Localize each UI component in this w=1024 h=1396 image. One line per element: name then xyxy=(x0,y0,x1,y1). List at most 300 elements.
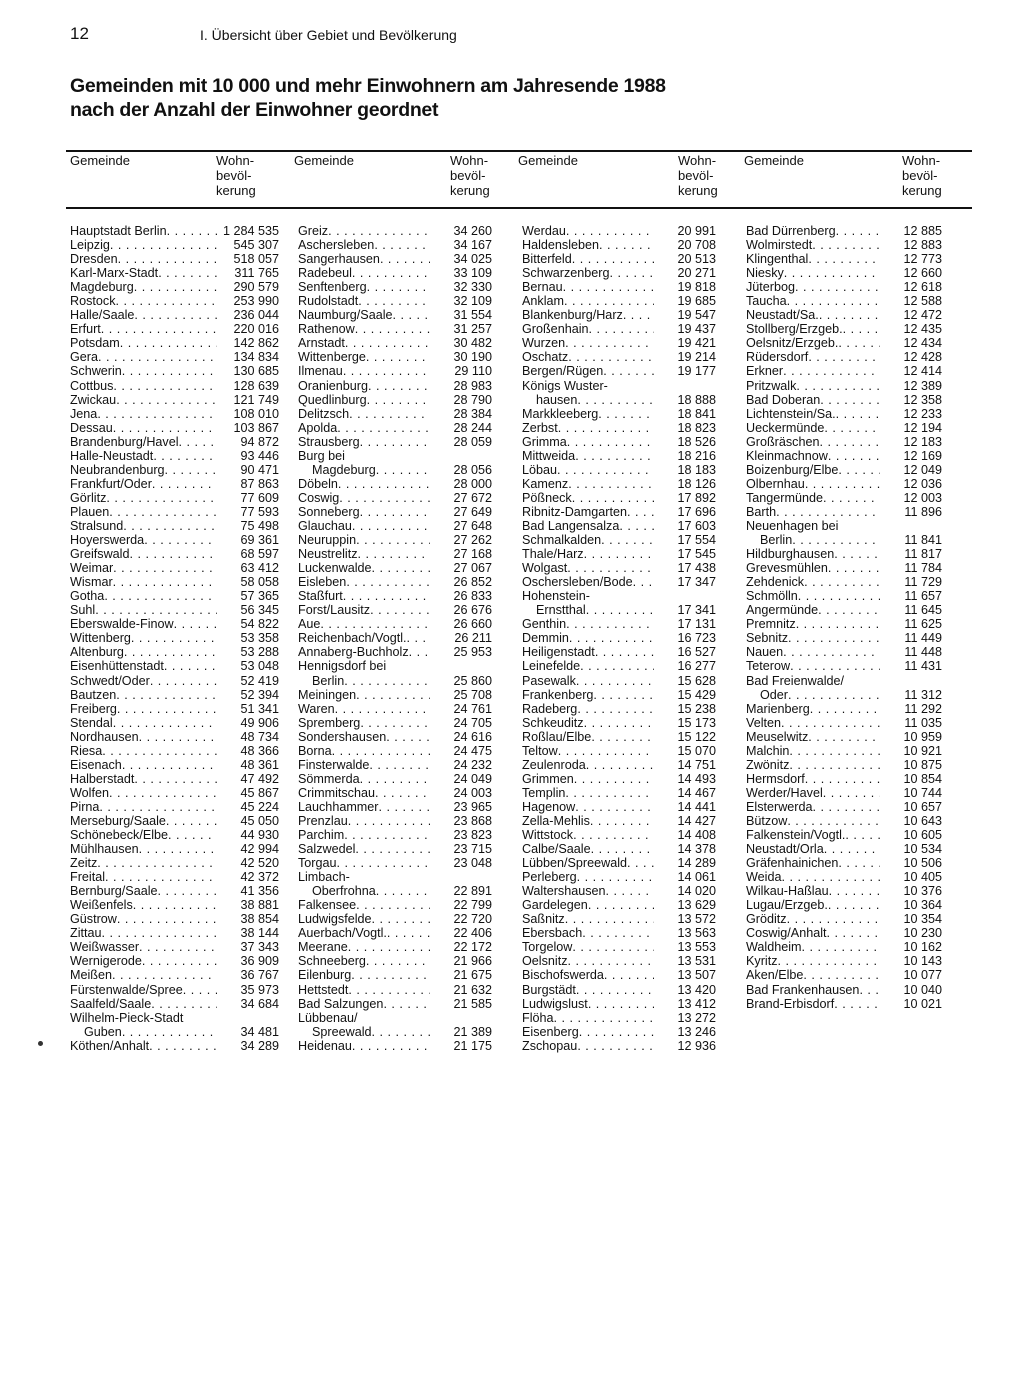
table-row xyxy=(746,294,942,308)
population-value: 23 048 xyxy=(430,856,492,870)
municipality-name: Teterow . . . xyxy=(746,659,880,673)
municipality-name: hausen . . . xyxy=(522,393,654,407)
municipality-name: Wismar . . . xyxy=(70,575,217,589)
population-value: 19 421 xyxy=(654,336,716,350)
population-value: 1 284 535 xyxy=(217,224,279,238)
municipality-name: Sangerhausen . . . xyxy=(298,252,430,266)
municipality-name: Heidenau . . . xyxy=(298,1039,430,1053)
table-row xyxy=(746,463,942,477)
population-value: 13 531 xyxy=(654,954,716,968)
table-row xyxy=(522,294,716,308)
population-value: 10 162 xyxy=(880,940,942,954)
table-row xyxy=(746,758,942,772)
population-value: 28 384 xyxy=(430,407,492,421)
table-row xyxy=(298,463,492,477)
population-value: 13 563 xyxy=(654,926,716,940)
population-value: 34 289 xyxy=(217,1039,279,1053)
population-value: 16 527 xyxy=(654,645,716,659)
table-row xyxy=(522,842,716,856)
municipality-name: Frankenberg . . . xyxy=(522,688,654,702)
population-value: 13 246 xyxy=(654,1025,716,1039)
table-row xyxy=(70,589,279,603)
municipality-name: Rudolstadt . . . xyxy=(298,294,430,308)
population-value: 290 579 xyxy=(217,280,279,294)
population-value: 10 405 xyxy=(880,870,942,884)
municipality-name: Brand-Erbisdorf . . . xyxy=(746,997,880,1011)
table-row xyxy=(298,926,492,940)
population-value: 11 312 xyxy=(880,688,942,702)
table-row xyxy=(298,575,492,589)
table-row xyxy=(522,1011,716,1025)
population-value: 18 841 xyxy=(654,407,716,421)
population-value: 36 909 xyxy=(217,954,279,968)
municipality-name: Boizenburg/Elbe . . . xyxy=(746,463,880,477)
municipality-name: Grevesmühlen . . . xyxy=(746,561,880,575)
municipality-name: Stralsund . . . xyxy=(70,519,217,533)
table-row xyxy=(298,744,492,758)
municipality-name: Eberswalde-Finow . . . xyxy=(70,617,217,631)
municipality-name: Kleinmachnow . . . xyxy=(746,449,880,463)
municipality-name: Freiberg . . . xyxy=(70,702,217,716)
municipality-name: Rathenow . . . xyxy=(298,322,430,336)
stray-ink-mark xyxy=(38,1041,43,1046)
table-row xyxy=(522,730,716,744)
table-row xyxy=(70,716,279,730)
population-value: 23 715 xyxy=(430,842,492,856)
table-row xyxy=(70,1025,279,1039)
population-value: 311 765 xyxy=(217,266,279,280)
table-row xyxy=(70,744,279,758)
table-row xyxy=(70,954,279,968)
table-row xyxy=(298,238,492,252)
population-value: 12 194 xyxy=(880,421,942,435)
table-row xyxy=(746,856,942,870)
table-row xyxy=(298,350,492,364)
table-row xyxy=(746,393,942,407)
municipality-name: Thale/Harz . . . xyxy=(522,547,654,561)
municipality-name: Reichenbach/Vogtl. . . . xyxy=(298,631,430,645)
table-row xyxy=(298,280,492,294)
population-value: 90 471 xyxy=(217,463,279,477)
table-row xyxy=(522,435,716,449)
population-value: 17 892 xyxy=(654,491,716,505)
municipality-name: Döbeln . . . xyxy=(298,477,430,491)
table-row xyxy=(298,772,492,786)
municipality-name: Bernburg/Saale . . . xyxy=(70,884,217,898)
table-row xyxy=(746,772,942,786)
population-value: 11 657 xyxy=(880,589,942,603)
table-row xyxy=(746,561,942,575)
table-top-rule xyxy=(66,150,972,152)
municipality-name: Werder/Havel . . . xyxy=(746,786,880,800)
population-value: 21 585 xyxy=(430,997,492,1011)
population-value: 13 629 xyxy=(654,898,716,912)
municipality-name: Ueckermünde . . . xyxy=(746,421,880,435)
population-value: 24 049 xyxy=(430,772,492,786)
population-value: 10 021 xyxy=(880,997,942,1011)
table-row xyxy=(70,997,279,1011)
population-value: 42 994 xyxy=(217,842,279,856)
population-value: 19 437 xyxy=(654,322,716,336)
population-value: 32 330 xyxy=(430,280,492,294)
municipality-name: Neubrandenburg . . . xyxy=(70,463,217,477)
table-row xyxy=(70,617,279,631)
municipality-name: Schwedt/Oder . . . xyxy=(70,674,217,688)
table-row xyxy=(522,364,716,378)
table-row xyxy=(522,393,716,407)
population-value: 142 862 xyxy=(217,336,279,350)
municipality-name: Görlitz . . . xyxy=(70,491,217,505)
table-row xyxy=(522,772,716,786)
municipality-name: Weißwasser . . . xyxy=(70,940,217,954)
table-row xyxy=(522,505,716,519)
municipality-name: Delitzsch . . . xyxy=(298,407,430,421)
table-row xyxy=(746,238,942,252)
population-value: 25 708 xyxy=(430,688,492,702)
population-value: 45 867 xyxy=(217,786,279,800)
municipality-name: Coswig . . . xyxy=(298,491,430,505)
municipality-name: Saalfeld/Saale . . . xyxy=(70,997,217,1011)
table-row xyxy=(70,252,279,266)
municipality-name: Meiningen . . . xyxy=(298,688,430,702)
population-value: 14 289 xyxy=(654,856,716,870)
table-row xyxy=(298,224,492,238)
municipality-name: Bernau . . . xyxy=(522,280,654,294)
municipality-name: Potsdam . . . xyxy=(70,336,217,350)
table-row xyxy=(70,350,279,364)
table-row xyxy=(522,308,716,322)
municipality-name: Schwerin . . . xyxy=(70,364,217,378)
municipality-name: Nauen . . . xyxy=(746,645,880,659)
municipality-name: Großenhain . . . xyxy=(522,322,654,336)
municipality-name: Schönebeck/Elbe . . . xyxy=(70,828,217,842)
population-value: 45 050 xyxy=(217,814,279,828)
table-row xyxy=(70,294,279,308)
table-row xyxy=(746,364,942,378)
municipality-name: Greiz . . . xyxy=(298,224,430,238)
table-row xyxy=(522,968,716,982)
population-value: 14 467 xyxy=(654,786,716,800)
population-value: 17 545 xyxy=(654,547,716,561)
municipality-name: Eisleben . . . xyxy=(298,575,430,589)
municipality-name: Zittau . . . xyxy=(70,926,217,940)
municipality-name: Brandenburg/Havel . . . xyxy=(70,435,217,449)
population-value: 19 547 xyxy=(654,308,716,322)
table-row xyxy=(298,954,492,968)
table-row xyxy=(522,856,716,870)
table-row xyxy=(522,449,716,463)
municipality-name: Olbernhau . . . xyxy=(746,477,880,491)
municipality-name: Erkner . . . xyxy=(746,364,880,378)
table-row xyxy=(70,379,279,393)
population-value: 12 428 xyxy=(880,350,942,364)
municipality-name: Leinefelde . . . xyxy=(522,659,654,673)
population-value: 42 372 xyxy=(217,870,279,884)
population-value: 27 649 xyxy=(430,505,492,519)
table-row xyxy=(298,1025,492,1039)
table-row xyxy=(746,477,942,491)
table-row xyxy=(70,800,279,814)
header-pop-line-2: bevöl- xyxy=(450,168,486,183)
population-value: 10 959 xyxy=(880,730,942,744)
population-value: 22 891 xyxy=(430,884,492,898)
population-value: 34 481 xyxy=(217,1025,279,1039)
table-row xyxy=(746,449,942,463)
population-value: 38 144 xyxy=(217,926,279,940)
municipality-name: Ribnitz-Damgarten . . . xyxy=(522,505,654,519)
municipality-name: Bad Doberan . . . xyxy=(746,393,880,407)
table-row xyxy=(298,730,492,744)
population-value: 18 183 xyxy=(654,463,716,477)
municipality-name: Heiligenstadt . . . xyxy=(522,645,654,659)
population-value: 11 817 xyxy=(880,547,942,561)
municipality-name: Limbach- xyxy=(298,870,350,885)
municipality-name: Hohenstein- xyxy=(522,589,590,604)
population-value: 22 172 xyxy=(430,940,492,954)
municipality-name: Freital . . . xyxy=(70,870,217,884)
table-row xyxy=(746,379,942,393)
population-value: 54 822 xyxy=(217,617,279,631)
municipality-name: Merseburg/Saale . . . xyxy=(70,814,217,828)
municipality-name: Oberfrohna . . . xyxy=(298,884,430,898)
table-row xyxy=(298,491,492,505)
municipality-name: Bützow . . . xyxy=(746,814,880,828)
population-value: 14 493 xyxy=(654,772,716,786)
table-row xyxy=(70,1011,279,1025)
table-row xyxy=(746,786,942,800)
table-row xyxy=(298,252,492,266)
table-row xyxy=(746,252,942,266)
municipality-name: Löbau . . . xyxy=(522,463,654,477)
table-row xyxy=(298,561,492,575)
municipality-name: Jena . . . xyxy=(70,407,217,421)
table-row xyxy=(298,266,492,280)
table-row xyxy=(522,786,716,800)
population-value xyxy=(880,674,942,688)
table-row xyxy=(298,631,492,645)
table-row xyxy=(70,435,279,449)
population-value: 30 190 xyxy=(430,350,492,364)
municipality-name: Werdau . . . xyxy=(522,224,654,238)
table-row xyxy=(522,379,716,393)
population-value: 48 734 xyxy=(217,730,279,744)
municipality-name: Bitterfeld . . . xyxy=(522,252,654,266)
population-value xyxy=(654,589,716,603)
population-value: 77 593 xyxy=(217,505,279,519)
municipality-name: Anklam . . . xyxy=(522,294,654,308)
population-value: 63 412 xyxy=(217,561,279,575)
table-row xyxy=(522,912,716,926)
municipality-name: Magdeburg . . . xyxy=(298,463,430,477)
municipality-name: Strausberg . . . xyxy=(298,435,430,449)
table-row xyxy=(298,758,492,772)
municipality-name: Zschopau . . . xyxy=(522,1039,654,1053)
population-value: 36 767 xyxy=(217,968,279,982)
title-line-1: Gemeinden mit 10 000 und mehr Einwohnern am Jahresende 1988 xyxy=(70,75,666,97)
population-value: 23 868 xyxy=(430,814,492,828)
population-value: 20 708 xyxy=(654,238,716,252)
header-pop-line-2: bevöl- xyxy=(678,168,714,183)
population-value: 94 872 xyxy=(217,435,279,449)
table-row xyxy=(746,336,942,350)
population-value: 16 277 xyxy=(654,659,716,673)
table-row xyxy=(298,322,492,336)
population-value: 14 427 xyxy=(654,814,716,828)
municipality-name: Königs Wuster- xyxy=(522,378,608,393)
table-row xyxy=(522,266,716,280)
municipality-name: Zwickau . . . xyxy=(70,393,217,407)
table-row xyxy=(746,702,942,716)
municipality-name: Luckenwalde . . . xyxy=(298,561,430,575)
municipality-name: Riesa . . . xyxy=(70,744,217,758)
header-pop-line-3: kerung xyxy=(678,183,718,198)
municipality-name: Hermsdorf . . . xyxy=(746,772,880,786)
population-value: 68 597 xyxy=(217,547,279,561)
table-row xyxy=(298,997,492,1011)
population-value: 10 744 xyxy=(880,786,942,800)
population-value: 11 449 xyxy=(880,631,942,645)
table-row xyxy=(298,519,492,533)
municipality-name: Templin . . . xyxy=(522,786,654,800)
municipality-name: Niesky . . . xyxy=(746,266,880,280)
population-value: 15 173 xyxy=(654,716,716,730)
table-row xyxy=(70,449,279,463)
table-row xyxy=(522,645,716,659)
page-title xyxy=(70,74,666,122)
municipality-name: Senftenberg . . . xyxy=(298,280,430,294)
municipality-name: Falkenstein/Vogtl. . . . xyxy=(746,828,880,842)
population-value: 31 554 xyxy=(430,308,492,322)
municipality-name: Waren . . . xyxy=(298,702,430,716)
population-value: 11 448 xyxy=(880,645,942,659)
header-population xyxy=(216,153,286,198)
population-value: 20 271 xyxy=(654,266,716,280)
population-value: 128 639 xyxy=(217,379,279,393)
table-row xyxy=(746,322,942,336)
municipality-name: Sömmerda . . . xyxy=(298,772,430,786)
municipality-name: Oelsnitz/Erzgeb. . . . xyxy=(746,336,880,350)
municipality-name: Stendal . . . xyxy=(70,716,217,730)
population-value: 11 431 xyxy=(880,659,942,673)
population-value: 28 244 xyxy=(430,421,492,435)
table-row xyxy=(70,688,279,702)
table-row xyxy=(298,659,492,673)
table-row xyxy=(522,252,716,266)
municipality-name: Lübbenau/ xyxy=(298,1010,358,1025)
municipality-name: Erfurt . . . xyxy=(70,322,217,336)
table-row xyxy=(746,280,942,294)
table-row xyxy=(70,1039,279,1053)
table-column-3 xyxy=(522,224,716,1053)
table-row xyxy=(522,407,716,421)
population-value: 14 378 xyxy=(654,842,716,856)
population-value: 12 233 xyxy=(880,407,942,421)
table-row xyxy=(298,856,492,870)
municipality-name: Zerbst . . . xyxy=(522,421,654,435)
population-value: 12 003 xyxy=(880,491,942,505)
table-row xyxy=(522,491,716,505)
municipality-name: Kyritz . . . xyxy=(746,954,880,968)
municipality-name: Tangermünde . . . xyxy=(746,491,880,505)
table-row xyxy=(746,912,942,926)
table-row xyxy=(746,645,942,659)
population-value: 34 025 xyxy=(430,252,492,266)
municipality-name: Neustadt/Sa. . . . xyxy=(746,308,880,322)
municipality-name: Lübben/Spreewald . . . xyxy=(522,856,654,870)
table-row xyxy=(70,519,279,533)
population-value: 14 441 xyxy=(654,800,716,814)
municipality-name: Grimma . . . xyxy=(522,435,654,449)
table-row xyxy=(746,266,942,280)
municipality-name: Hauptstadt Berlin . . . xyxy=(70,224,217,238)
table-row xyxy=(298,674,492,688)
table-row xyxy=(70,561,279,575)
municipality-name: Perleberg . . . xyxy=(522,870,654,884)
table-row xyxy=(298,786,492,800)
table-row xyxy=(70,940,279,954)
municipality-name: Staßfurt . . . xyxy=(298,589,430,603)
municipality-name: Eisenhüttenstadt . . . xyxy=(70,659,217,673)
population-value: 15 429 xyxy=(654,688,716,702)
table-row xyxy=(746,954,942,968)
population-value: 12 618 xyxy=(880,280,942,294)
municipality-name: Greifswald . . . xyxy=(70,547,217,561)
population-value: 22 799 xyxy=(430,898,492,912)
municipality-name: Altenburg . . . xyxy=(70,645,217,659)
municipality-name: Teltow . . . xyxy=(522,744,654,758)
table-row xyxy=(70,336,279,350)
population-value: 13 553 xyxy=(654,940,716,954)
table-row xyxy=(522,617,716,631)
municipality-name: Fürstenwalde/Spree . . . xyxy=(70,983,217,997)
population-value: 42 520 xyxy=(217,856,279,870)
header-pop-line-1: Wohn- xyxy=(678,153,717,168)
population-value: 130 685 xyxy=(217,364,279,378)
header-pop-line-1: Wohn- xyxy=(216,153,255,168)
table-row xyxy=(522,814,716,828)
municipality-name: Bad Frankenhausen . . . xyxy=(746,983,880,997)
table-row xyxy=(522,350,716,364)
municipality-name: Naumburg/Saale . . . xyxy=(298,308,430,322)
population-value: 57 365 xyxy=(217,589,279,603)
header-gemeinde: Gemeinde xyxy=(518,153,578,168)
table-row xyxy=(746,547,942,561)
table-row xyxy=(70,983,279,997)
population-value: 18 216 xyxy=(654,449,716,463)
population-value: 18 888 xyxy=(654,393,716,407)
population-value: 14 751 xyxy=(654,758,716,772)
table-row xyxy=(522,744,716,758)
table-row xyxy=(522,702,716,716)
table-row xyxy=(746,926,942,940)
population-value: 28 983 xyxy=(430,379,492,393)
table-row xyxy=(70,533,279,547)
population-value: 11 625 xyxy=(880,617,942,631)
municipality-name: Meerane . . . xyxy=(298,940,430,954)
municipality-name: Weißenfels . . . xyxy=(70,898,217,912)
population-value: 17 554 xyxy=(654,533,716,547)
municipality-name: Premnitz . . . xyxy=(746,617,880,631)
table-row xyxy=(298,421,492,435)
population-value: 20 991 xyxy=(654,224,716,238)
header-population xyxy=(678,153,748,198)
table-row xyxy=(522,631,716,645)
running-head: I. Übersicht über Gebiet und Bevölkerung xyxy=(200,27,457,43)
municipality-name: Magdeburg . . . xyxy=(70,280,217,294)
municipality-name: Eisenach . . . xyxy=(70,758,217,772)
population-value: 134 834 xyxy=(217,350,279,364)
municipality-name: Hennigsdorf bei xyxy=(298,659,387,674)
